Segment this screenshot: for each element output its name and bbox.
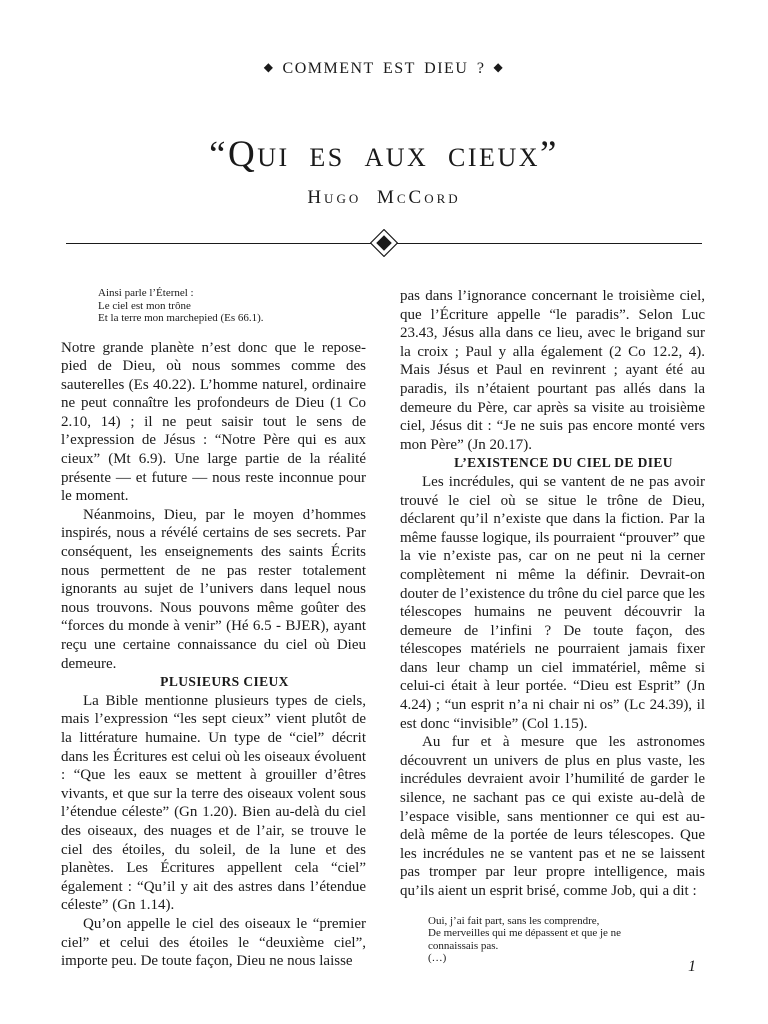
- diamond-ornament-icon: ◆: [493, 60, 505, 74]
- running-title: COMMENT EST DIEU ?: [282, 60, 486, 77]
- body-paragraph: Les incrédules, qui se vantent de ne pas avoir trouvé le ciel où se situe le trône de Dieu, déclarent qu’il n’existe que dans la fiction. Par la même fausse logique, ils pourraient “prouver” que la vie n’existe pas, car on ne peut ni la cerner complètement ni même la définir. Devrait-on douter de l’existence du trône du ciel parce que les télescopes humains ne peuvent découvrir la demeure de l’infini ? De toute façon, des télescopes matériels ne pourraient jamais fixer dans leur champ un ciel immatériel, même si celui-ci était à leur portée. “Dieu est Esprit” (Jn 4.24) ; “un esprit n’a ni chair ni os” (Lc 24.39), il est donc “invisible” (Col 1.15).: [400, 473, 705, 732]
- left-column: [61, 287, 366, 971]
- epigraph-line: Et la terre mon marchepied (Es 66.1).: [98, 312, 264, 324]
- epigraph: [98, 287, 366, 325]
- section-heading: PLUSIEURS CIEUX: [160, 674, 289, 690]
- quote-line: Oui, j’ai fait part, sans les comprendre,: [428, 914, 600, 927]
- diamond-divider-icon: [370, 229, 398, 257]
- body-paragraph: Notre grande planète n’est donc que le repose-pied de Dieu, où nous sommes comme des sauterelles (Es 40.22). L’homme naturel, ordinaire ne peut connaître les profondeurs de Dieu (1 Co 2.10, 14) ; il ne peut saisir tout le sens de l’expression de Jésus : “Notre Père qui es aux cieux” (Mt 6.9). Une large partie de la réalité présente — et future — nous reste inconnue pour le moment.: [61, 339, 366, 505]
- body-paragraph: Au fur et à mesure que les astronomes découvrent un univers de plus en plus vaste, les incrédules devraient avoir l’humilité de garder le silence, ne sachant pas ce qui existe au-delà de l’espace visible, sans mentionner ce qui est au-delà même de la portée de leurs télescopes. Que les incrédules ne se vantent pas et ne se laissent pas tromper par leur propre intelligence, mais qu’ils aient un esprit brisé, comme Job, qui a dit :: [400, 734, 705, 899]
- epigraph-line: Ainsi parle l’Éternel :: [98, 287, 194, 299]
- article-title: “Qui es aux cieux”: [209, 134, 559, 175]
- quote-line: De merveilles qui me dépassent et que je ne: [428, 927, 622, 940]
- right-column: [400, 287, 705, 965]
- page-number: 1: [688, 958, 696, 975]
- article-author: Hugo McCord: [307, 187, 461, 208]
- diamond-ornament-icon: ◆: [263, 60, 275, 74]
- body-paragraph: Néanmoins, Dieu, par le moyen d’hommes inspirés, nous a révélé certains de ses secrets. Par conséquent, les enseignements des saints Écrits nous permettent de ne pas rester totalement ignorants au sujet de l’univers dans lequel nous nous trouvons. Nous pouvons même goûter des “forces du monde à venir” (Hé 6.5 - BJER), ayant reçu une certaine connaissance du ciel où Dieu demeure.: [61, 506, 366, 672]
- body-paragraph: La Bible mentionne plusieurs types de ciels, mais l’expression “les sept cieux” vient plutôt de la littérature humaine. Un type de “ciel” décrit dans les Écritures est celui où les oiseaux évoluent : “Que les eaux se mettent à grouiller d’êtres vivants, et que sur la terre des oiseaux volent sous l’étendue céleste” (Gn 1.20). Bien au-delà du ciel des oiseaux, des nuages et de l’air, se trouve le ciel des étoiles, du soleil, de la lune et des planètes. Les Écritures appellent cela “ciel” également : “Qu’il y ait des astres dans l’étendue céleste” (Gn 1.14).: [61, 692, 366, 914]
- quote-line: connaissais pas.: [428, 939, 499, 952]
- running-header: [0, 60, 768, 78]
- section-heading: L’EXISTENCE DU CIEL DE DIEU: [454, 455, 673, 471]
- body-paragraph: pas dans l’ignorance concernant le troisième ciel, que l’Écriture appelle “le paradis”. Selon Luc 23.43, Jésus alla dans ce lieu, avec le brigand sur la croix ; Paul y alla également (2 Co 12.2, 4). Mais Jésus et Paul en revinrent ; ayant été au paradis, ils n’étaient pourtant pas allés dans la demeure du Père, car après sa visite au troisième ciel, Jésus dit : “Je ne suis pas encore monté vers mon Père” (Jn 20.17).: [400, 288, 705, 453]
- quote-line: (…): [428, 952, 447, 965]
- epigraph-line: Le ciel est mon trône: [98, 299, 191, 312]
- body-paragraph: Qu’on appelle le ciel des oiseaux le “premier ciel” et celui des étoiles le “deuxième ciel”, importe peu. De toute façon, Dieu ne nous laisse: [61, 915, 366, 970]
- block-quote: [428, 915, 705, 965]
